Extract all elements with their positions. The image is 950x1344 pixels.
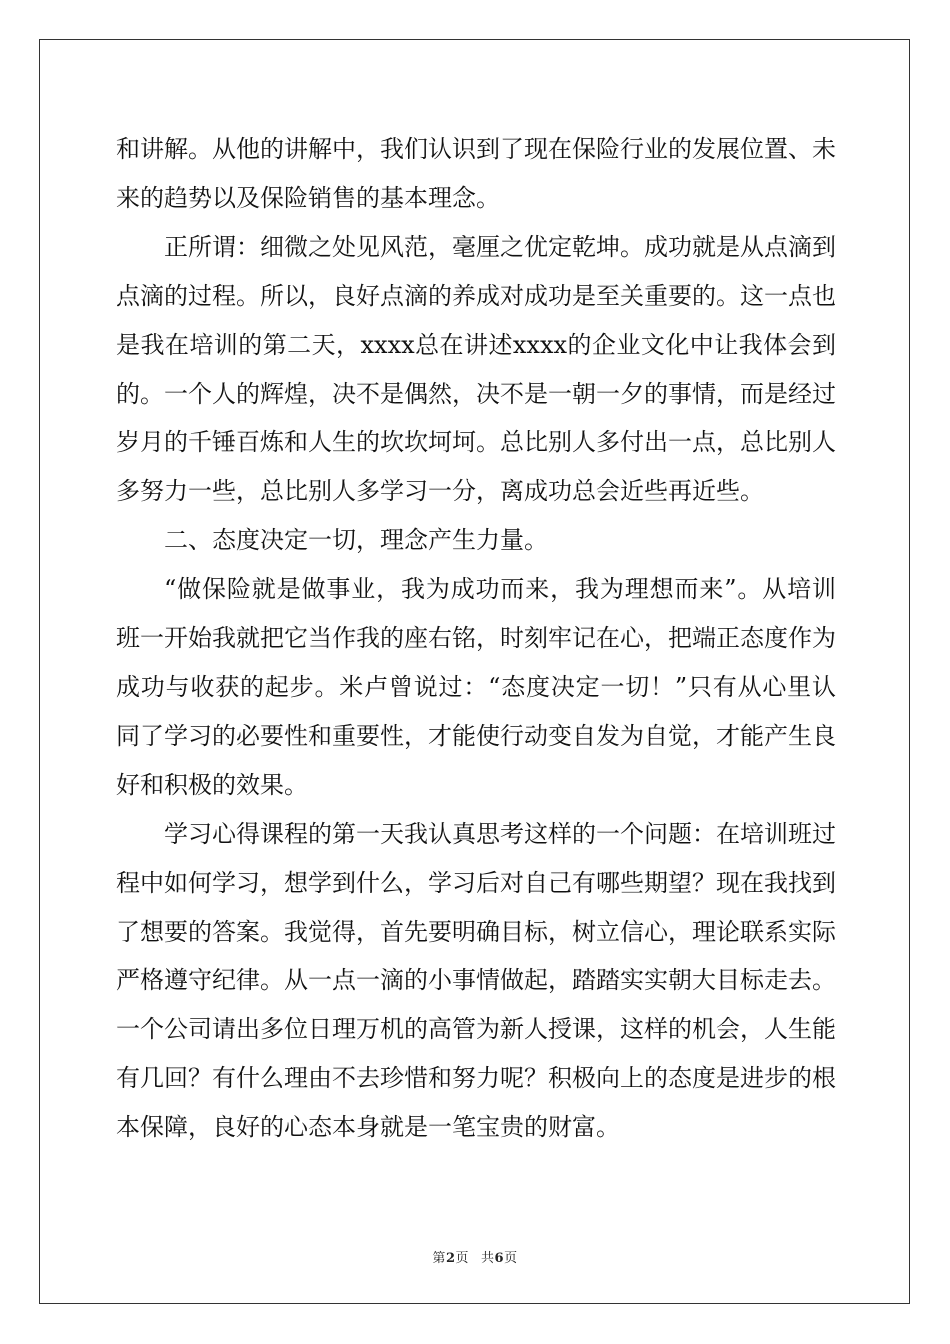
total-suffix: 页 [504,1251,518,1266]
paragraph: 学习心得课程的第一天我认真思考这样的一个问题：在培训班过程中如何学习，想学到什么，学习后对自己有哪些期望？现在我找到了想要的答案。我觉得，首先要明确目标，树立信心，理论联系实际严格遵守纪律。从一点一滴的小事情做起，踏踏实实朝大目标走去。一个公司请出多位日理万机的高管为新人授课，这样的机会，人生能有几回？有什么理由不去珍惜和努力呢？积极向上的态度是进步的根本保障，良好的心态本身就是一笔宝贵的财富。 [116,819,836,1142]
current-page-number: 2 [445,1251,456,1266]
page-footer [0,1247,950,1266]
page-suffix: 页 [455,1251,469,1266]
document-body [116,125,836,1152]
paragraph: “做保险就是做事业，我为成功而来，我为理想而来”。从培训班一开始我就把它当作我的座右铭，时刻牢记在心，把端正态度作为成功与收获的起步。米卢曾说过：“态度决定一切！”只有从心里认同了学习的必要性和重要性，才能使行动变自发为自觉，才能产生良好和积极的效果。 [116,575,836,799]
total-page-count: 6 [494,1251,505,1266]
total-prefix: 共 [481,1251,495,1266]
paragraph: 正所谓：细微之处见风范，毫厘之优定乾坤。成功就是从点滴到点滴的过程。所以，良好点滴的养成对成功是至关重要的。这一点也是我在培训的第二天，xxxx总在讲述xxxx的企业文化中让我体会到的。一个人的辉煌，决不是偶然，决不是一朝一夕的事情，而是经过岁月的千锤百炼和人生的坎坎坷坷。总比别人多付出一点，总比别人多努力一些，总比别人多学习一分，离成功总会近些再近些。 [116,232,836,506]
section-heading: 二、态度决定一切，理念产生力量。 [164,526,548,555]
paragraph: 和讲解。从他的讲解中，我们认识到了现在保险行业的发展位置、未来的趋势以及保险销售的基本理念。 [116,135,836,212]
page-prefix: 第 [432,1251,446,1266]
